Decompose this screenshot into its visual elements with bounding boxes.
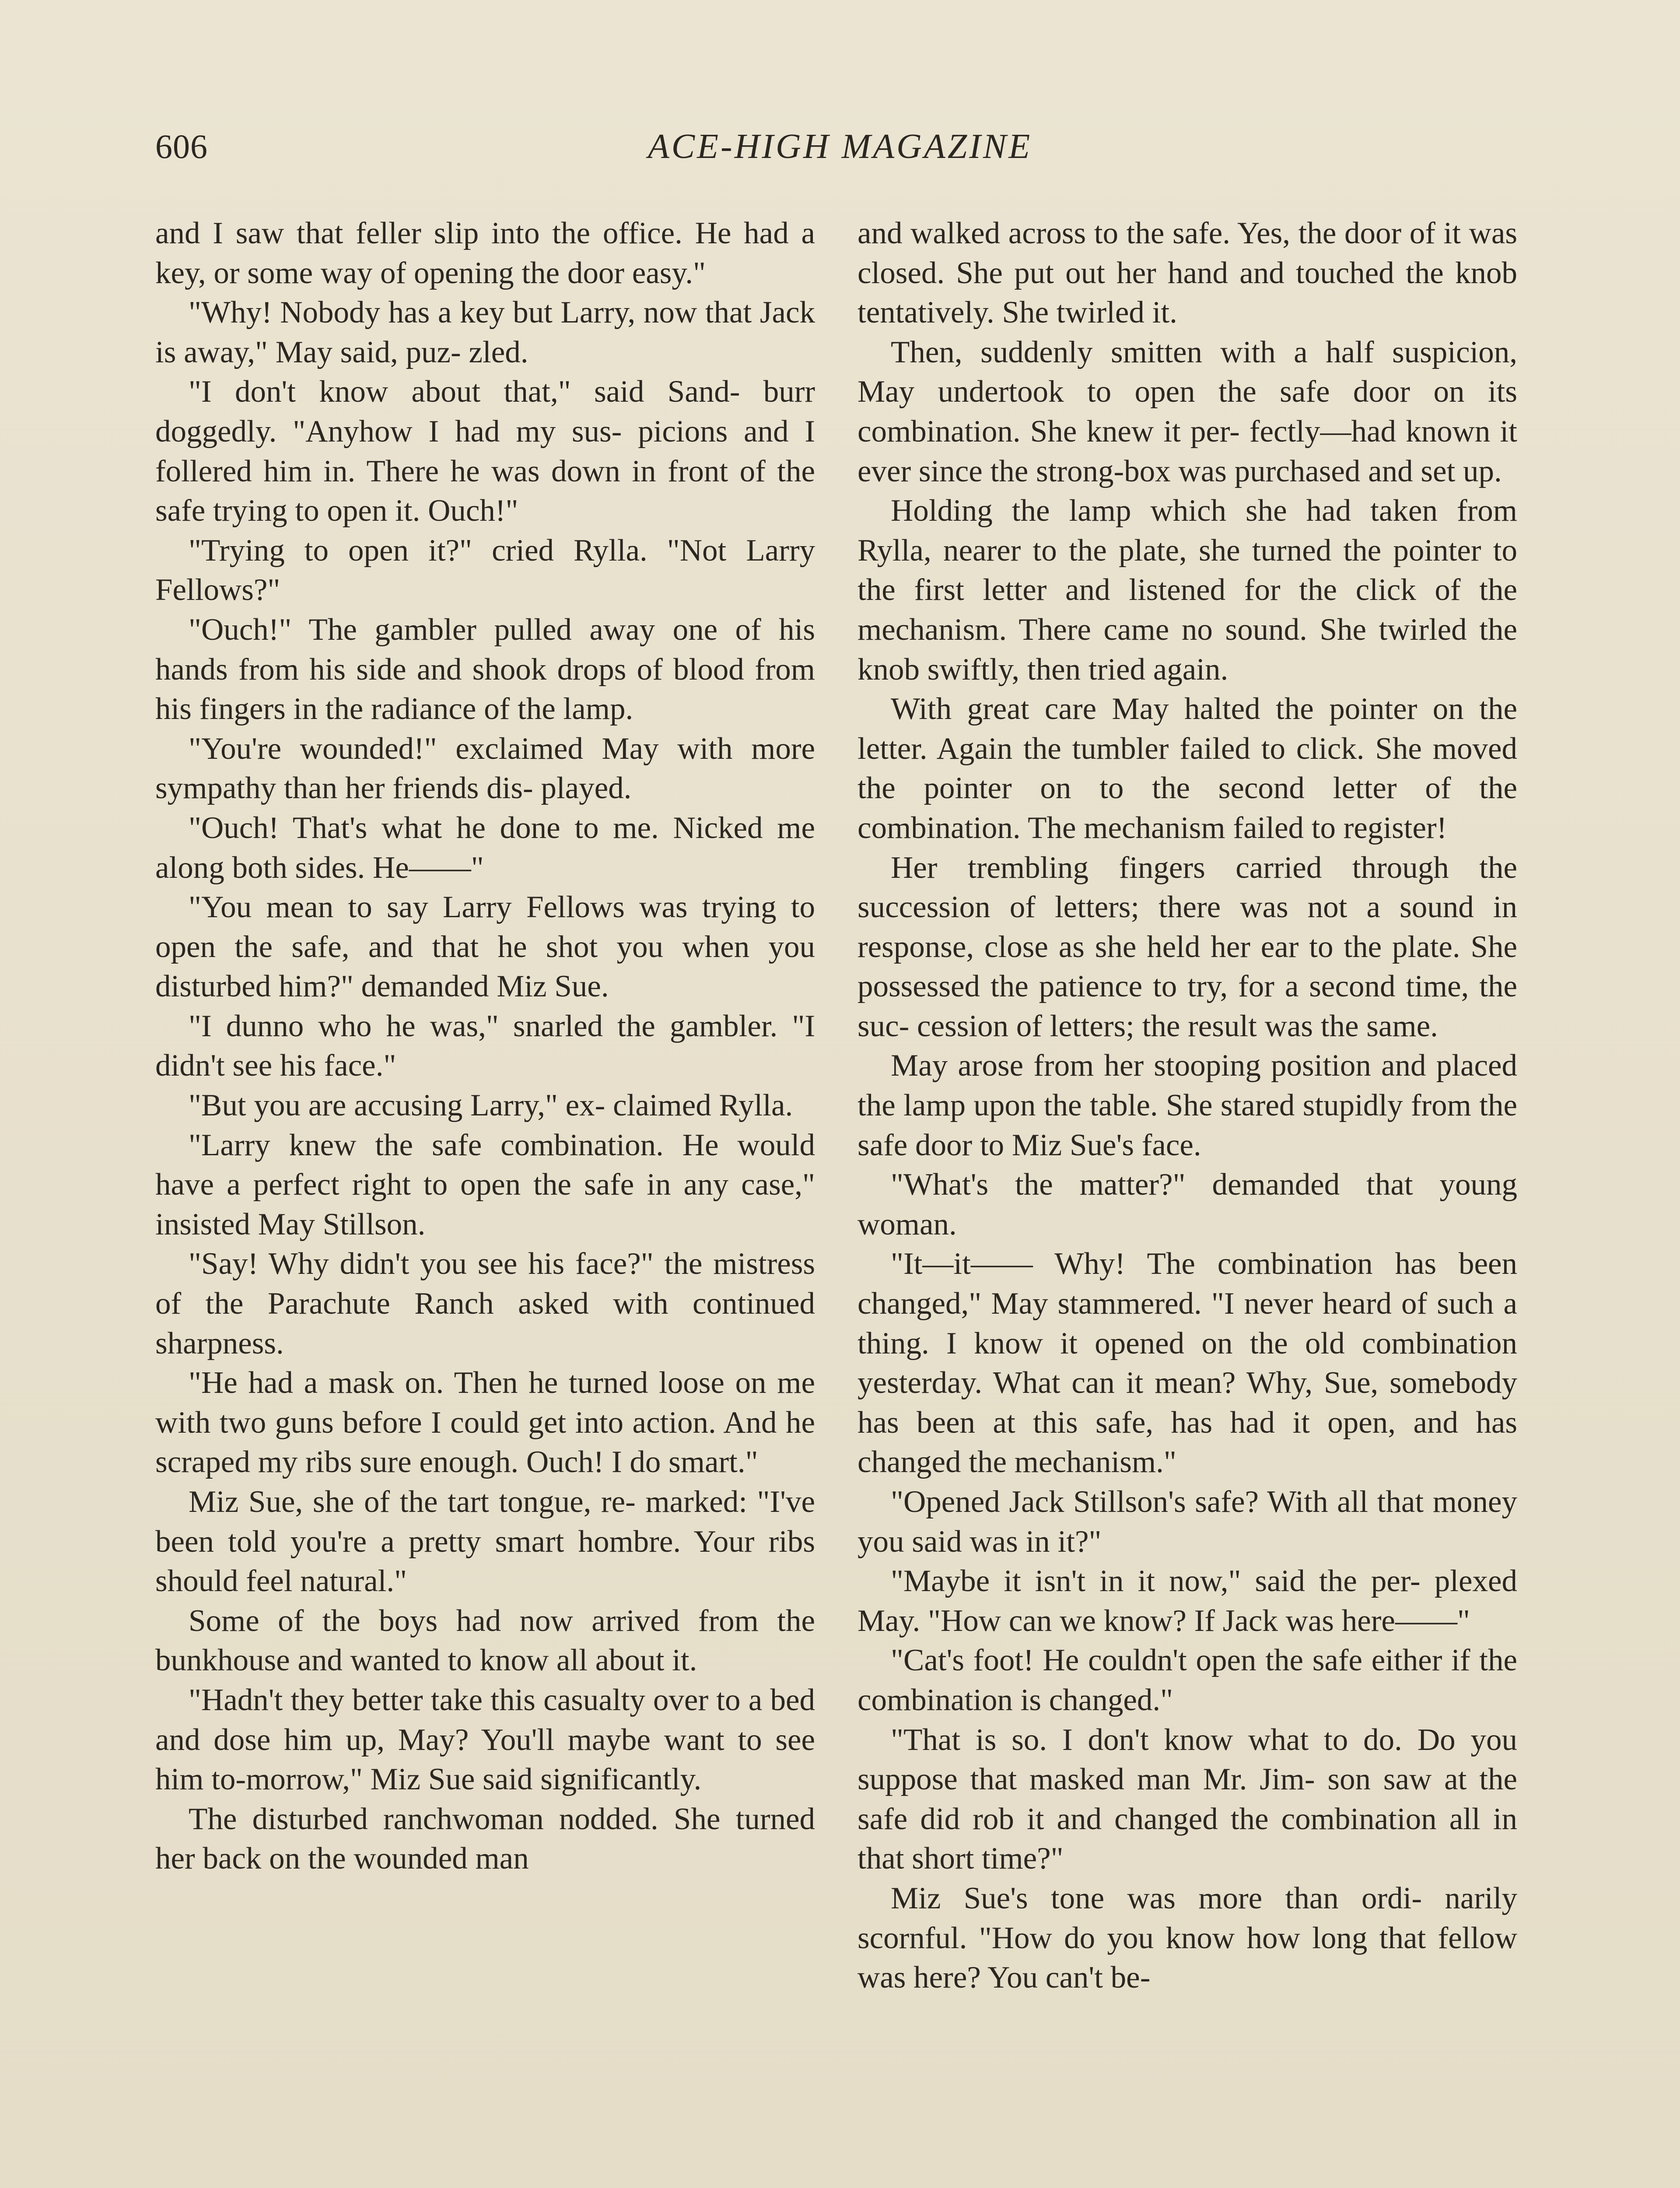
- paragraph: "I don't know about that," said Sand- burr doggedly. "Anyhow I had my sus- picions and I follered him in. There he was down in front of the safe trying to open it. Ouch!": [155, 375, 815, 528]
- paragraph: "Cat's foot! He couldn't open the safe either if the combination is changed.": [858, 1643, 1517, 1717]
- paragraph: "You mean to say Larry Fellows was trying to open the safe, and that he shot you when you disturbed him?" demanded Miz Sue.: [155, 890, 815, 1004]
- page-header: [155, 127, 1525, 184]
- paragraph: Her trembling fingers carried through the succession of letters; there was not a sound in response, close as she held her ear to the plate. She possessed the patience to try, for a second time, the suc- cession of letters; the result was the same.: [858, 850, 1517, 1043]
- paragraph: "Why! Nobody has a key but Larry, now that Jack is away," May said, puz- zled.: [155, 295, 815, 369]
- paragraph: "It—it—— Why! The combination has been changed," May stammered. "I never heard of such a thing. I know it opened on the old combination yesterday. What can it mean? Why, Sue, somebody has been at this safe, has had it open, and has changed the mechanism.": [858, 1247, 1517, 1480]
- paragraph: "Opened Jack Stillson's safe? With all that money you said was in it?": [858, 1485, 1517, 1559]
- paragraph: Some of the boys had now arrived from the bunkhouse and wanted to know all about it.: [155, 1603, 815, 1678]
- right-column: [858, 214, 1517, 1998]
- paragraph: "What's the matter?" demanded that young woman.: [858, 1168, 1517, 1241]
- paragraph: Miz Sue, she of the tart tongue, re- marked: "I've been told you're a pretty smart hombre. Your ribs should feel natural.": [155, 1485, 815, 1599]
- paragraph: May arose from her stooping position and placed the lamp upon the table. She stared stupidly from the safe door to Miz Sue's face.: [858, 1048, 1517, 1162]
- paragraph: "Larry knew the safe combination. He would have a perfect right to open the safe in any case," insisted May Stillson.: [155, 1128, 815, 1241]
- running-head: ACE-HIGH MAGAZINE: [648, 127, 1032, 166]
- paragraph: Then, suddenly smitten with a half suspicion, May undertook to open the safe door on its combination. She knew it per- fectly—had known it ever since the strong-box was purchased and set up.: [858, 335, 1517, 488]
- paragraph: "Trying to open it?" cried Rylla. "Not Larry Fellows?": [155, 533, 815, 607]
- paragraph: "I dunno who he was," snarled the gambler. "I didn't see his face.": [155, 1009, 815, 1083]
- paragraph: "Say! Why didn't you see his face?" the mistress of the Parachute Ranch asked with continued sharpness.: [155, 1247, 815, 1360]
- paragraph: "That is so. I don't know what to do. Do you suppose that masked man Mr. Jim- son saw at the safe did rob it and changed the combination all in that short time?": [858, 1722, 1517, 1876]
- paragraph: Miz Sue's tone was more than ordi- narily scornful. "How do you know how long that fellow was here? You can't be-: [858, 1881, 1517, 1995]
- paragraph: "Hadn't they better take this casualty over to a bed and dose him up, May? You'll maybe want to see him to-morrow," Miz Sue said significantly.: [155, 1683, 815, 1797]
- paragraph: and I saw that feller slip into the office. He had a key, or some way of opening the door easy.": [155, 216, 815, 290]
- paragraph: With great care May halted the pointer on the letter. Again the tumbler failed to click. She moved the pointer on to the second letter of the combination. The mechanism failed to register!: [858, 692, 1517, 845]
- paragraph: "Ouch!" The gambler pulled away one of his hands from his side and shook drops of blood from his fingers in the radiance of the lamp.: [155, 612, 815, 726]
- paragraph: "You're wounded!" exclaimed May with more sympathy than her friends dis- played.: [155, 731, 815, 806]
- paragraph: "Maybe it isn't in it now," said the per- plexed May. "How can we know? If Jack was here——": [858, 1564, 1517, 1638]
- paragraph: and walked across to the safe. Yes, the door of it was closed. She put out her hand and touched the knob tentatively. She twirled it.: [858, 216, 1517, 330]
- left-column: [155, 214, 815, 1879]
- paragraph: "He had a mask on. Then he turned loose on me with two guns before I could get into action. And he scraped my ribs sure enough. Ouch! I do smart.": [155, 1366, 815, 1480]
- paragraph: Holding the lamp which she had taken from Rylla, nearer to the plate, she turned the pointer to the first letter and listened for the click of the mechanism. There came no sound. She twirled the knob swiftly, then tried again.: [858, 494, 1517, 687]
- paragraph: The disturbed ranchwoman nodded. She turned her back on the wounded man: [155, 1802, 815, 1876]
- paragraph: "But you are accusing Larry," ex- claimed Rylla.: [189, 1088, 793, 1123]
- paragraph: "Ouch! That's what he done to me. Nicked me along both sides. He——": [155, 810, 815, 885]
- page-number: 606: [155, 127, 208, 165]
